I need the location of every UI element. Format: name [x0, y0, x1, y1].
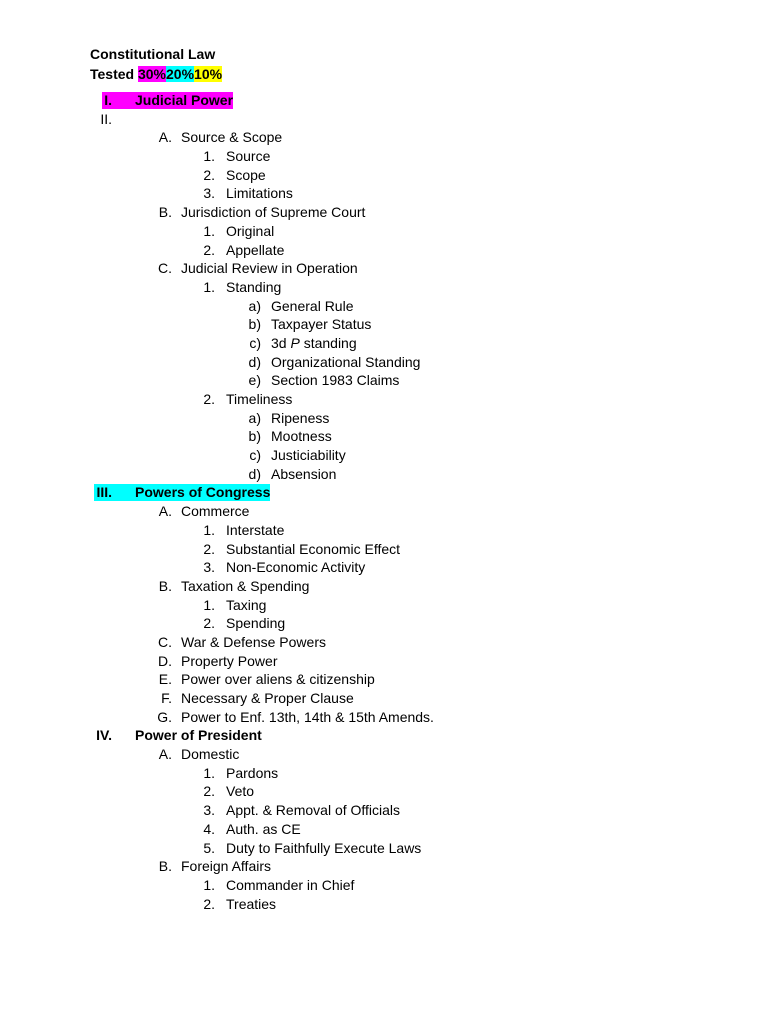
outline-item-level-2 [0, 652, 768, 671]
outline-text: Taxing [226, 596, 267, 613]
outline-number: c) [249, 447, 261, 464]
outline-item-level-2 [0, 633, 768, 652]
outline-item-level-3 [0, 540, 768, 559]
outline-item-level-3 [0, 596, 768, 615]
outline-number: b) [248, 316, 261, 333]
outline-item-level-2 [0, 708, 768, 727]
outline-item-level-3 [0, 558, 768, 577]
outline-text: 3d P standing [271, 334, 357, 351]
tested-percent-2: 20% [166, 65, 195, 82]
outline-item-level-3 [0, 801, 768, 820]
outline-item-level-3 [0, 222, 768, 241]
document-title: Constitutional Law [90, 46, 216, 62]
outline-number: d) [248, 353, 261, 370]
outline-number: II. [100, 110, 112, 127]
outline-text: Commerce [181, 503, 250, 520]
outline-number: 2. [203, 540, 215, 557]
tested-percentages [138, 66, 222, 82]
outline-item-level-2 [0, 502, 768, 521]
outline-text: Source & Scope [181, 129, 283, 146]
outline-number: IV. [96, 727, 112, 744]
outline-number: 1. [203, 764, 215, 781]
outline-text: Pardons [226, 764, 279, 781]
document-header [90, 45, 222, 84]
outline-item-level-3 [0, 390, 768, 409]
tested-line [90, 65, 222, 85]
outline-item-level-2 [0, 670, 768, 689]
outline-item-level-2 [0, 203, 768, 222]
outline-item-level-2 [0, 128, 768, 147]
outline-number: D. [158, 652, 172, 669]
outline-text: Powers of Congress [135, 484, 271, 501]
outline-text: Non-Economic Activity [226, 559, 366, 576]
outline-text: Source [226, 148, 271, 165]
outline-item-level-4 [0, 409, 768, 428]
outline-text: Original [226, 222, 275, 239]
outline-item-level-3 [0, 895, 768, 914]
outline-number: C. [158, 633, 172, 650]
outline-text: Auth. as CE [226, 820, 301, 837]
outline-text: Mootness [271, 428, 332, 445]
outline-number: C. [158, 260, 172, 277]
outline-number: 2. [203, 166, 215, 183]
outline-list [0, 91, 768, 913]
outline-item-level-3 [0, 278, 768, 297]
outline-text: Judicial Power [135, 92, 234, 108]
outline-number: A. [158, 129, 172, 146]
outline-number: B. [158, 204, 172, 221]
outline-item-level-4 [0, 465, 768, 484]
tested-percent-3: 10% [194, 65, 223, 82]
outline-item-level-3 [0, 521, 768, 540]
outline-text: Necessary & Proper Clause [181, 690, 354, 706]
outline-number: d) [248, 465, 261, 482]
outline-item-level-1 [0, 483, 768, 502]
outline-item-level-2 [0, 577, 768, 596]
outline-text: Taxation & Spending [181, 577, 310, 594]
outline-item-level-3 [0, 764, 768, 783]
outline-text: Jurisdiction of Supreme Court [181, 204, 366, 221]
outline-text: Absension [271, 465, 337, 482]
outline-number: E. [158, 671, 172, 688]
outline-number: 1. [203, 222, 215, 239]
outline-item-level-1 [0, 110, 768, 129]
outline-text: General Rule [271, 297, 354, 314]
outline-number: 3. [203, 185, 215, 202]
outline-item-level-4 [0, 297, 768, 316]
outline-number: a) [248, 409, 261, 426]
outline-number: 1. [203, 278, 215, 295]
outline-text: Veto [226, 783, 255, 800]
outline-text: Taxpayer Status [271, 316, 372, 333]
italic-term: P [290, 334, 300, 351]
outline-item-level-3 [0, 241, 768, 260]
outline-text: Justiciability [271, 447, 346, 464]
outline-text: Standing [226, 278, 282, 295]
outline-item-level-3 [0, 184, 768, 203]
outline-number: 3. [203, 559, 215, 576]
outline-text: Appellate [226, 241, 285, 258]
outline-text: Spending [226, 615, 286, 632]
outline-text: Appt. & Removal of Officials [226, 802, 401, 819]
outline-number: A. [158, 503, 172, 520]
outline-item-level-3 [0, 166, 768, 185]
outline-item-level-3 [0, 614, 768, 633]
outline-number: 1. [203, 876, 215, 893]
outline-item-level-2 [0, 745, 768, 764]
outline-item-level-2 [0, 857, 768, 876]
outline-number: 3. [203, 802, 215, 819]
outline-item-level-4 [0, 315, 768, 334]
outline-number: I. [104, 92, 112, 108]
outline-number: 1. [203, 148, 215, 165]
outline-text: Duty to Faithfully Execute Laws [226, 839, 422, 856]
outline-item-level-3 [0, 876, 768, 895]
outline-number: 2. [203, 241, 215, 258]
outline-text: Substantial Economic Effect [226, 540, 401, 557]
outline-number: b) [248, 428, 261, 445]
outline-number: 2. [203, 391, 215, 407]
outline-item-level-2 [0, 689, 768, 708]
outline-number: a) [248, 297, 261, 314]
outline-item-level-3 [0, 782, 768, 801]
outline-number: III. [96, 484, 112, 501]
outline-text: Power to Enf. 13th, 14th & 15th Amends. [181, 708, 434, 725]
outline-text: Timeliness [226, 391, 293, 407]
outline-item-level-1 [0, 91, 768, 110]
outline-item-level-4 [0, 446, 768, 465]
outline-number: A. [158, 746, 172, 763]
outline-text: Power of President [135, 727, 262, 744]
outline-number: 2. [203, 895, 215, 912]
outline-item-level-3 [0, 147, 768, 166]
outline-number: B. [158, 577, 172, 594]
outline-item-level-4 [0, 427, 768, 446]
outline-item-level-1 [0, 726, 768, 745]
outline-text: Section 1983 Claims [271, 372, 400, 389]
outline-text: Interstate [226, 521, 285, 538]
outline-text: Organizational Standing [271, 353, 421, 370]
outline-text: Power over aliens & citizenship [181, 671, 375, 688]
outline-item-level-4 [0, 371, 768, 390]
outline-text: Scope [226, 166, 266, 183]
outline-item-level-3 [0, 839, 768, 858]
outline-number: 2. [203, 783, 215, 800]
outline-text: Limitations [226, 185, 293, 202]
outline-number: e) [248, 372, 261, 389]
outline-item-level-2 [0, 259, 768, 278]
outline-text: Property Power [181, 652, 278, 669]
outline-text: Foreign Affairs [181, 858, 272, 875]
outline-item-level-4 [0, 334, 768, 353]
outline-number: c) [249, 334, 261, 351]
outline-number: 4. [203, 820, 215, 837]
outline-number: F. [161, 690, 172, 706]
outline-text: Domestic [181, 746, 240, 763]
outline-text: Judicial Review in Operation [181, 260, 358, 277]
outline-text: Commander in Chief [226, 876, 355, 893]
tested-percent-1: 30% [137, 65, 167, 82]
outline-item-level-4 [0, 353, 768, 372]
outline-text: Treaties [226, 895, 277, 912]
outline-text: War & Defense Powers [181, 633, 326, 650]
outline-item-level-3 [0, 820, 768, 839]
outline-text: Ripeness [271, 409, 330, 426]
outline-number: 1. [203, 596, 215, 613]
outline-number: 1. [203, 521, 215, 538]
outline-number: 5. [203, 839, 215, 856]
outline-number: 2. [203, 615, 215, 632]
outline-number: G. [157, 708, 172, 725]
tested-label: Tested [90, 65, 135, 82]
outline-number: B. [158, 858, 172, 875]
